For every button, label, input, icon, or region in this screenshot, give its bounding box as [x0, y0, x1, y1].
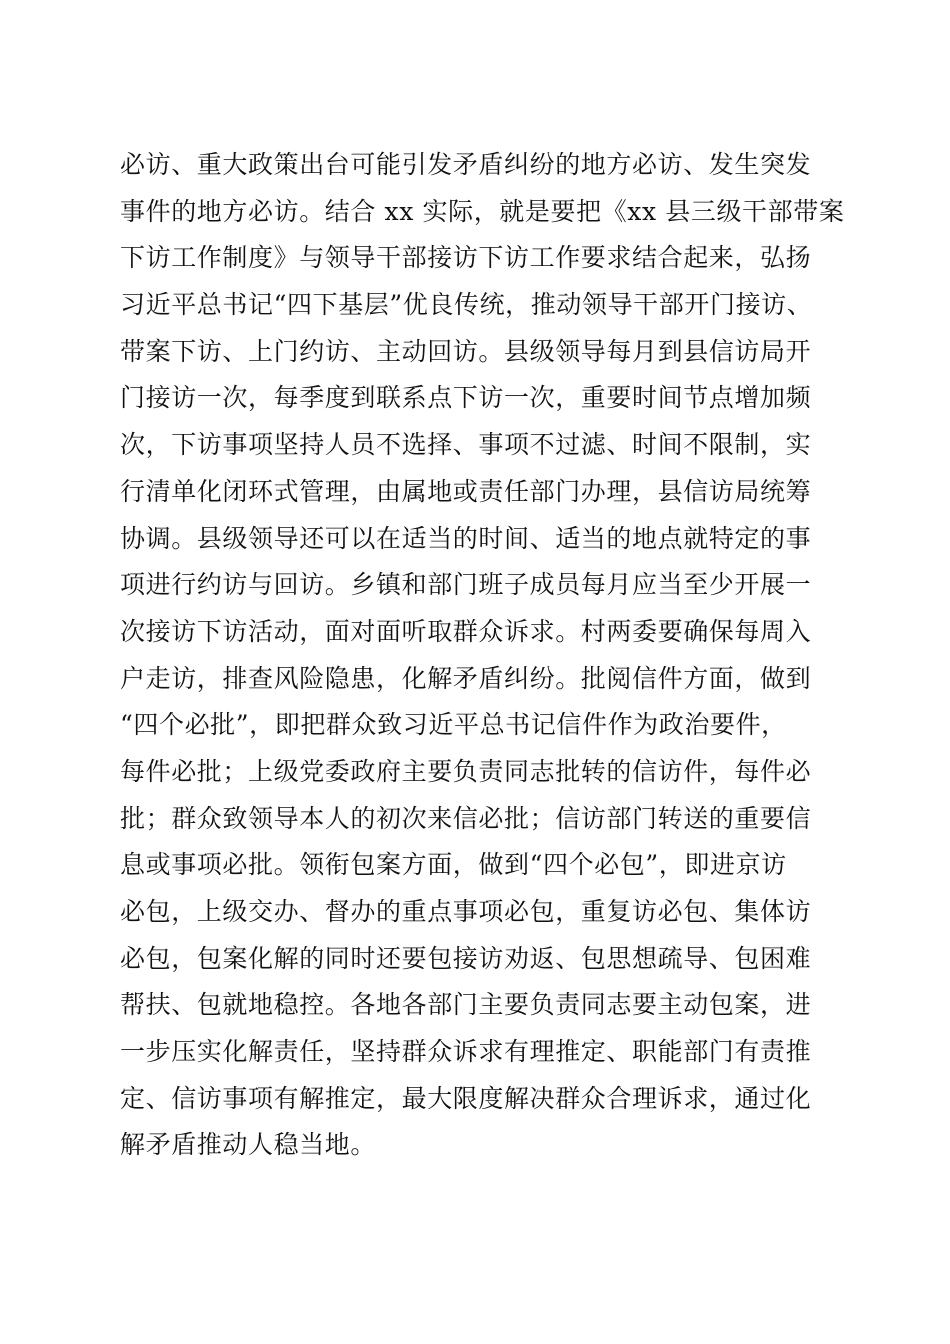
text-line: 次，下访事项坚持人员不选择、事项不过滤、时间不限制，实 — [120, 430, 812, 460]
text-line: 每件必批；上级党委政府主要负责同志批转的信访件，每件必 — [120, 756, 812, 786]
text-line: 一步压实化解责任，坚持群众诉求有理推定、职能部门有责推 — [120, 1037, 812, 1067]
text-line: 必包，包案化解的同时还要包接访劝返、包思想疏导、包困难 — [120, 943, 812, 973]
text-line: 帮扶、包就地稳控。各地各部门主要负责同志要主动包案，进 — [120, 990, 812, 1020]
text-line: 项进行约访与回访。乡镇和部门班子成员每月应当至少开展一 — [120, 570, 812, 600]
text-line: 习近平总书记“四下基层”优良传统，推动领导干部开门接访、 — [120, 290, 813, 320]
text-line: 息或事项必批。领衔包案方面，做到“四个必包”，即进京访 — [120, 850, 787, 880]
text-line: 批；群众致领导本人的初次来信必批；信访部门转送的重要信 — [120, 803, 812, 833]
text-line: 行清单化闭环式管理，由属地或责任部门办理，县信访局统筹 — [120, 476, 812, 506]
body-paragraph — [120, 142, 845, 1169]
text-line: 带案下访、上门约访、主动回访。县级领导每月到县信访局开 — [120, 336, 812, 366]
text-line: 事件的地方必访。结合 xx 实际，就是要把《xx 县三级干部带案 — [120, 196, 845, 226]
text-line: “四个必批”，即把群众致习近平总书记信件作为政治要件， — [120, 710, 787, 740]
text-line: 定、信访事项有解推定，最大限度解决群众合理诉求，通过化 — [120, 1083, 812, 1113]
text-line: 协调。县级领导还可以在适当的时间、适当的地点就特定的事 — [120, 523, 812, 553]
text-line: 下访工作制度》与领导干部接访下访工作要求结合起来，弘扬 — [120, 243, 812, 273]
text-line: 次接访下访活动，面对面听取群众诉求。村两委要确保每周入 — [120, 616, 812, 646]
text-line: 解矛盾推动人稳当地。 — [120, 1130, 377, 1160]
text-line: 必包，上级交办、督办的重点事项必包，重复访必包、集体访 — [120, 897, 812, 926]
text-line: 户走访，排查风险隐患，化解矛盾纠纷。批阅信件方面，做到 — [120, 663, 812, 693]
text-line: 门接访一次，每季度到联系点下访一次，重要时间节点增加频 — [120, 383, 812, 413]
text-line: 必访、重大政策出台可能引发矛盾纠纷的地方必访、发生突发 — [120, 150, 812, 179]
